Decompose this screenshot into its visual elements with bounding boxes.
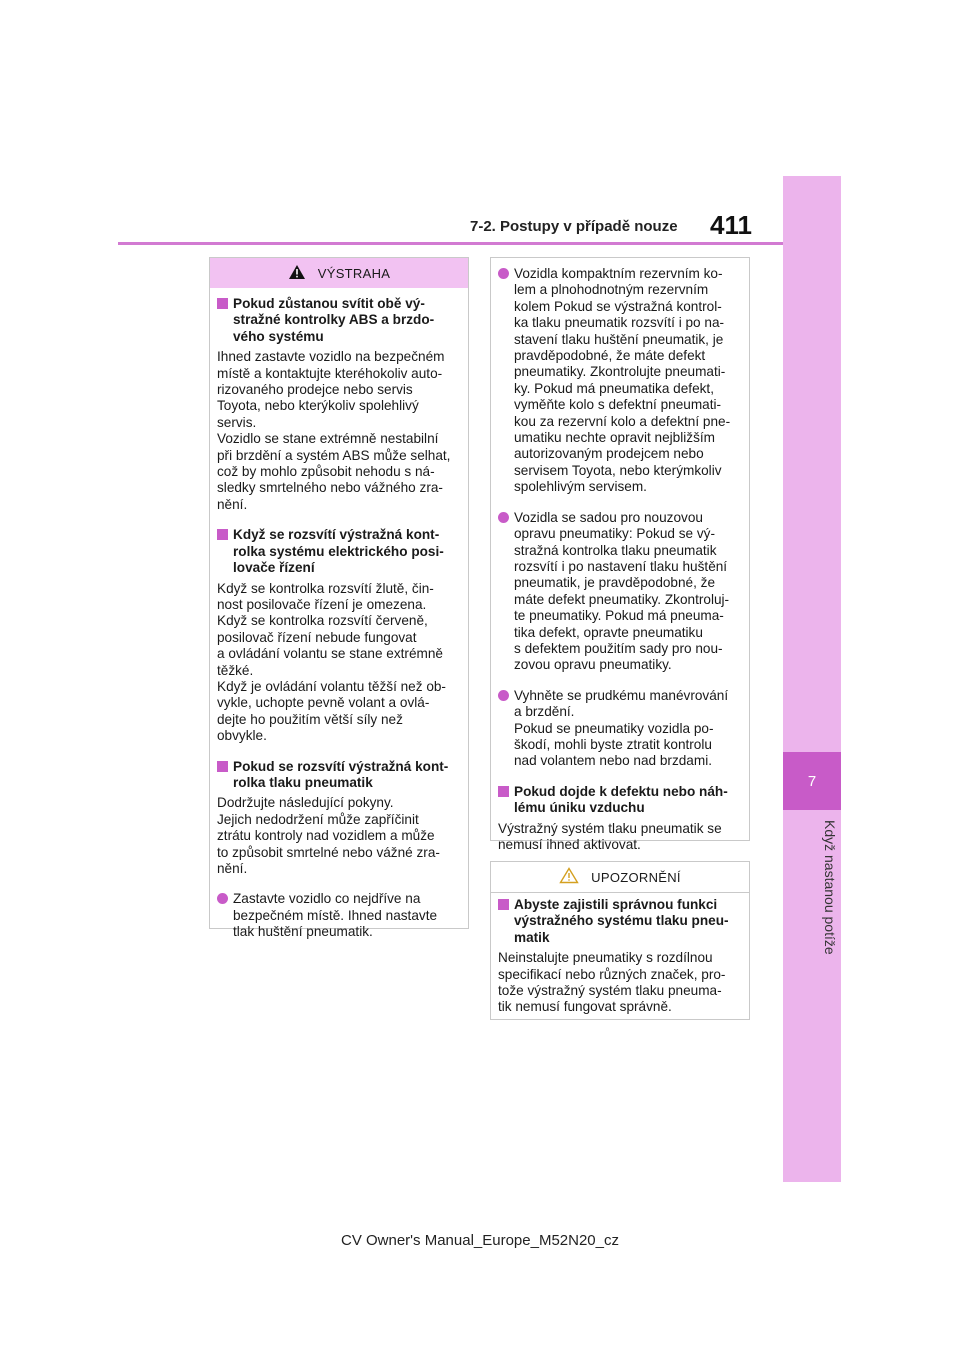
list-item (498, 510, 742, 674)
chapter-side-band (783, 176, 841, 1182)
list-item (498, 688, 742, 770)
bullet-text: Zastavte vozidlo co nejdříve na bezpečném místě. Ihned nastavte tlak huštění pneumatik. (233, 891, 438, 940)
warning-item-text: Výstražný systém tlaku pneumatik se nemusí ihned aktivovat. (498, 820, 722, 852)
square-bullet-icon (217, 298, 228, 309)
footer-document-id: CV Owner's Manual_Europe_M52N20_cz (340, 1232, 619, 1249)
chapter-title-vertical: Když nastanou potíže (822, 820, 838, 955)
warning-item-text: Dodržujte následující pokyny. Jejich nedodržení může zapříčinit ztrátu kontroly nad vozidlem a může to způsobit smrtelné nebo vážné zra- nění. (217, 795, 440, 876)
warning-box (209, 257, 469, 940)
caution-item-text: Neinstalujte pneumatiky s rozdílnou specifikací nebo různých značek, pro- tože výstražný systém tlaku pneuma- tik nemusí fungovat správně. (498, 950, 726, 1015)
heading-text: Když se rozsvítí výstražná kont- rolka systému elektrického posi- lovače řízení (233, 527, 444, 576)
warning-item-heading (217, 296, 461, 345)
round-bullet-icon (498, 512, 509, 523)
square-bullet-icon (217, 761, 228, 772)
list-item (217, 891, 461, 940)
caution-box (490, 861, 750, 1020)
warning-triangle-icon (288, 264, 306, 283)
heading-text: Pokud zůstanou svítit obě vý- stražné kontrolky ABS a brzdo- vého systému (233, 296, 435, 344)
caution-item-heading (498, 897, 742, 946)
warning-item-heading (217, 759, 461, 792)
heading-text: Pokud se rozsvítí výstražná kont- rolka tlaku pneumatik (233, 758, 449, 790)
warning-item-text: Ihned zastavte vozidlo na bezpečném místě a kontaktujte kteréhokoliv auto- rizovaného prodejce nebo servis Toyota, nebo kterýkoliv spolehlivý servis. Vozidlo se stane extrémně nestabilní při brzdění a systém ABS může selhat, což by mohlo způsobit nehodu s ná- sledky smrtelného nebo vážného zra- nění. (217, 349, 451, 512)
caution-box-title: UPOZORNĚNÍ (591, 869, 681, 885)
round-bullet-icon (217, 893, 228, 904)
round-bullet-icon (498, 268, 509, 279)
warning-item-text: Když se kontrolka rozsvítí žlutě, čin- nost posilovače řízení je omezena. Když se kontrolka rozsvítí červeně, posilovač řízení nebude fungovat a ovládání volantu se stane extrémně těžké. Když je ovládání volantu těžší než ob- vykle, uchopte pevně volant a ovlá- dejte ho použitím větší síly než obvykle. (217, 580, 446, 744)
heading-text: Pokud dojde k defektu nebo náh- lému úniku vzduchu (514, 783, 728, 816)
caution-box-header (491, 862, 749, 893)
bullet-text: Vozidla kompaktním rezervním ko- lem a plnohodnotným rezervním kolem Pokud se výstražná kontrol- ka tlaku pneumatik rozsvítí i po na- stavení tlaku huštění pneumatik, je pravděpodobné, že máte defekt pneumatiky. Zkontrolujte pneumati- ky. Pokud má pneumatika defekt, vyměňte kolo s defektní pneumati- kou za rezervní kolo a defektní pne- umatiku nechte opravit nejbližším autorizovaným prodejcem nebo servisem Toyota, nebo kterýmkoliv spolehlivým servisem. (514, 266, 731, 495)
header-rule (118, 242, 783, 245)
warning-box-continued (490, 257, 750, 852)
caution-triangle-icon (559, 867, 579, 887)
bullet-text: Vozidla se sadou pro nouzovou opravu pneumatiky: Pokud se vý- stražná kontrolka tlaku pneumatik rozsvítí i po nastavení tlaku huštění pneumatik, je pravděpodobné, že máte defekt pneumatiky. Zkontroluj- te pneumatiky. Pokud má pneuma- tika defekt, opravte pneumatiku s defektem použitím sady pro nou- zovou opravu pneumatiky. (514, 509, 730, 673)
square-bullet-icon (498, 899, 509, 910)
round-bullet-icon (498, 690, 509, 701)
bullet-text: Vyhněte se prudkému manévrování a brzdění. Pokud se pneumatiky vozidla po- škodí, mohli byste ztratit kontrolu nad volantem nebo nad brzdami. (514, 687, 729, 769)
section-title: 7-2. Postupy v případě nouze (470, 218, 678, 235)
warning-item-heading (498, 784, 742, 817)
warning-item-heading (217, 527, 461, 576)
square-bullet-icon (498, 786, 509, 797)
heading-text: Abyste zajistili správnou funkci výstražného systému tlaku pneu- matik (514, 897, 729, 945)
chapter-number-tab[interactable]: 7 (783, 752, 841, 810)
warning-box-header (210, 258, 468, 288)
warning-box-title: VÝSTRAHA (317, 265, 391, 281)
list-item (498, 266, 742, 496)
page-number: 411 (710, 210, 752, 240)
square-bullet-icon (217, 529, 228, 540)
